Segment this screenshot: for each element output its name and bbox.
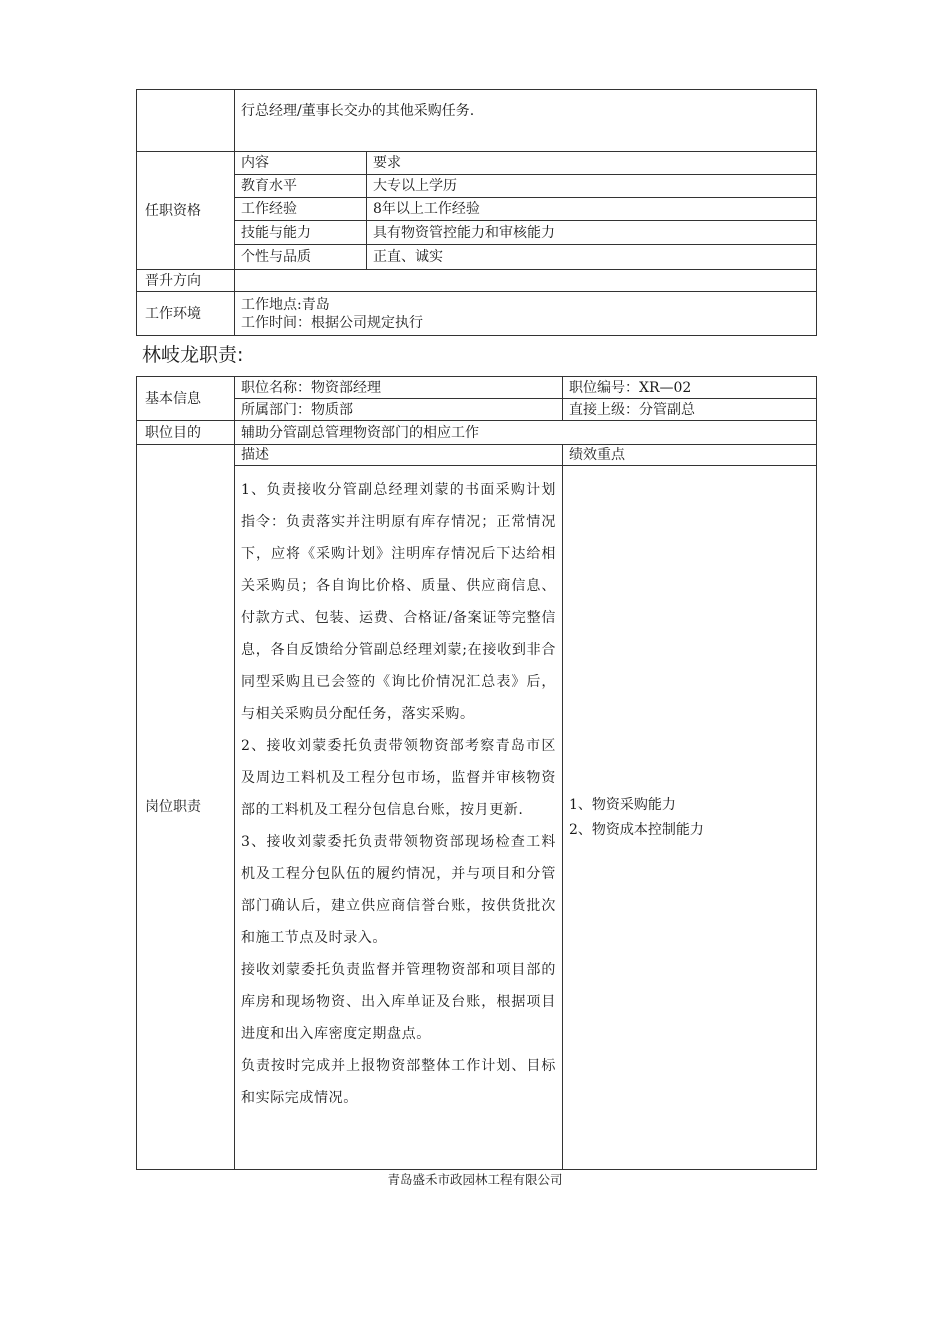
promotion-label: 晋升方向: [137, 270, 235, 292]
kpi-item: 2、物资成本控制能力: [569, 821, 704, 838]
promotion-value: [235, 270, 817, 292]
duty-paragraph: 3、接收刘蒙委托负责带领物资部现场检查工料机及工程分包队伍的履约情况，并与项目和分管部门确认后，建立供应商信誉台账，按供货批次和施工节点及时录入。: [241, 834, 556, 946]
work-hours: 工作时间：根据公司规定执行: [241, 314, 423, 331]
qual-item: 工作经验: [235, 198, 367, 221]
qual-item: 技能与能力: [235, 221, 367, 245]
qual-header-req: 要求: [367, 152, 817, 175]
qual-header-item: 内容: [235, 152, 367, 175]
job-duty-table: [136, 376, 817, 1170]
previous-duty-text: 行总经理/董事长交办的其他采购任务.: [235, 90, 817, 152]
work-location: 工作地点:青岛: [241, 296, 330, 313]
position-code: 职位编号：XR—02: [563, 377, 817, 399]
job-spec-table-continued: [136, 89, 817, 336]
duty-paragraph: 1、负责接收分管副总经理刘蒙的书面采购计划指令：负责落实并注明原有库存情况；正常情况下，应将《采购计划》注明库存情况后下达给相关采购员；各自询比价格、质量、供应商信息、付款方式、包装、运费、合格证/备案证等完整信息，各自反馈给分管副总经理刘蒙;在接收到非合同型采购且已会签的《询比价情况汇总表》后，与相关采购员分配任务，落实采购。: [241, 482, 556, 722]
department: 所属部门：物质部: [235, 399, 563, 421]
company-footer: 青岛盛禾市政园林工程有限公司: [387, 1172, 563, 1187]
blank-label-cell: [137, 90, 235, 152]
purpose-label: 职位目的: [137, 421, 235, 445]
position-name: 职位名称：物资部经理: [235, 377, 563, 399]
qualifications-label: 任职资格: [137, 152, 235, 270]
qual-req: 正直、诚实: [367, 245, 817, 270]
qual-req: 具有物资管控能力和审核能力: [367, 221, 817, 245]
duty-paragraph: 负责按时完成并上报物资部整体工作计划、目标和实际完成情况。: [241, 1058, 556, 1106]
qual-item: 个性与品质: [235, 245, 367, 270]
environment-label: 工作环境: [137, 292, 235, 336]
purpose-value: 辅助分管副总管理物资部门的相应工作: [235, 421, 817, 445]
duty-paragraph: 2、接收刘蒙委托负责带领物资部考察青岛市区及周边工料机及工程分包市场，监督并审核物资部的工料机及工程分包信息台账，按月更新.: [241, 738, 556, 818]
duty-paragraph: 接收刘蒙委托负责监督并管理物资部和项目部的库房和现场物资、出入库单证及台账，根据项目进度和出入库密度定期盘点。: [241, 962, 556, 1042]
section-heading: 林岐龙职责:: [142, 344, 244, 366]
kpi-item: 1、物资采购能力: [569, 796, 676, 813]
kpi-cell: [563, 466, 817, 1170]
desc-header: 描述: [235, 445, 563, 466]
kpi-header: 绩效重点: [563, 445, 817, 466]
qual-req: 大专以上学历: [367, 175, 817, 198]
supervisor: 直接上级：分管副总: [563, 399, 817, 421]
environment-value: [235, 292, 817, 336]
basic-info-label: 基本信息: [137, 377, 235, 421]
qual-item: 教育水平: [235, 175, 367, 198]
duties-label: 岗位职责: [137, 445, 235, 1170]
qual-req: 8年以上工作经验: [367, 198, 817, 221]
duty-description-cell: [235, 466, 563, 1170]
